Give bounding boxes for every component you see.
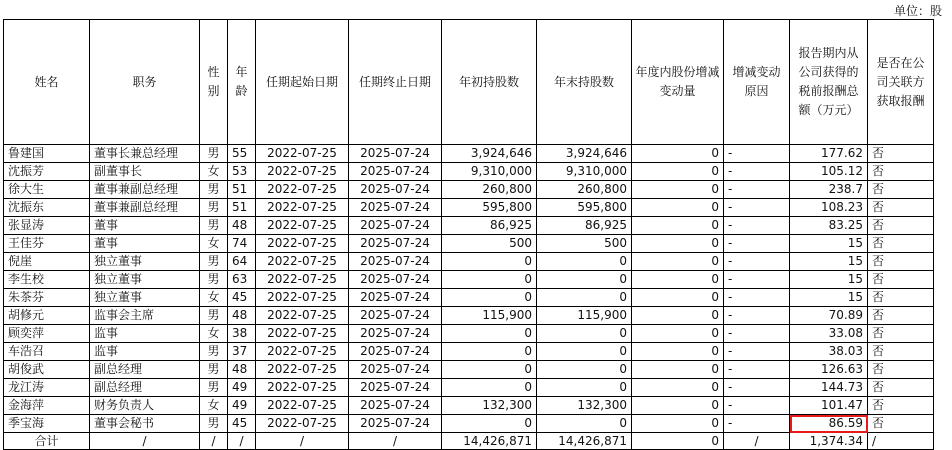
cell-term-end: 2025-07-24 (349, 289, 442, 307)
cell-shares-end: 9,310,000 (537, 163, 632, 181)
header-shares-end: 年末持股数 (537, 20, 632, 145)
cell-gender: 男 (200, 181, 228, 199)
cell-age: 38 (228, 325, 256, 343)
cell-term-end: 2025-07-24 (349, 253, 442, 271)
cell-gender: 男 (200, 307, 228, 325)
header-related-party-pay: 是否在公司关联方获取报酬 (868, 20, 934, 145)
cell-shares-begin: 132,300 (442, 397, 537, 415)
cell-position: 董事会秘书 (90, 415, 200, 433)
total-cell-compensation: 1,374.34 (790, 433, 868, 450)
cell-shares-change: 0 (632, 343, 724, 361)
cell-shares-end: 0 (537, 289, 632, 307)
cell-related-party-pay: 否 (868, 307, 934, 325)
cell-shares-begin: 500 (442, 235, 537, 253)
cell-compensation: 15 (790, 253, 868, 271)
cell-position: 董事长兼总经理 (90, 145, 200, 163)
cell-term-end: 2025-07-24 (349, 397, 442, 415)
cell-term-end: 2025-07-24 (349, 181, 442, 199)
cell-shares-begin: 3,924,646 (442, 145, 537, 163)
header-change-reason: 增减变动原因 (724, 20, 790, 145)
cell-compensation: 108.23 (790, 199, 868, 217)
cell-gender: 男 (200, 361, 228, 379)
total-cell-term-start: / (256, 433, 349, 450)
cell-change-reason: - (724, 415, 790, 433)
cell-shares-change: 0 (632, 271, 724, 289)
cell-gender: 男 (200, 253, 228, 271)
header-name: 姓名 (4, 20, 90, 145)
cell-age: 48 (228, 307, 256, 325)
total-cell-gender: / (200, 433, 228, 450)
cell-change-reason: - (724, 235, 790, 253)
cell-related-party-pay: 否 (868, 379, 934, 397)
cell-compensation: 70.89 (790, 307, 868, 325)
cell-name: 胡修元 (4, 307, 90, 325)
cell-term-start: 2022-07-25 (256, 235, 349, 253)
cell-shares-end: 0 (537, 379, 632, 397)
cell-change-reason: - (724, 361, 790, 379)
cell-name: 朱茶芬 (4, 289, 90, 307)
cell-age: 51 (228, 199, 256, 217)
cell-term-start: 2022-07-25 (256, 379, 349, 397)
table-row (4, 325, 934, 343)
cell-name: 沈振东 (4, 199, 90, 217)
cell-shares-end: 0 (537, 361, 632, 379)
cell-gender: 男 (200, 217, 228, 235)
table-row (4, 379, 934, 397)
cell-name: 徐大生 (4, 181, 90, 199)
cell-term-start: 2022-07-25 (256, 289, 349, 307)
total-cell-shares-end: 14,426,871 (537, 433, 632, 450)
header-shares-begin: 年初持股数 (442, 20, 537, 145)
cell-compensation: 33.08 (790, 325, 868, 343)
cell-name: 顾奕萍 (4, 325, 90, 343)
director-shareholding-table (3, 19, 934, 450)
cell-term-end: 2025-07-24 (349, 325, 442, 343)
cell-shares-change: 0 (632, 415, 724, 433)
cell-age: 55 (228, 145, 256, 163)
cell-position: 监事 (90, 343, 200, 361)
total-cell-term-end: / (349, 433, 442, 450)
cell-shares-begin: 0 (442, 379, 537, 397)
cell-term-start: 2022-07-25 (256, 145, 349, 163)
cell-shares-change: 0 (632, 163, 724, 181)
cell-shares-begin: 260,800 (442, 181, 537, 199)
cell-shares-end: 0 (537, 325, 632, 343)
cell-term-start: 2022-07-25 (256, 325, 349, 343)
cell-term-end: 2025-07-24 (349, 271, 442, 289)
cell-compensation-highlighted: 86.59 (790, 415, 868, 433)
table-row (4, 397, 934, 415)
cell-term-end: 2025-07-24 (349, 343, 442, 361)
cell-term-start: 2022-07-25 (256, 415, 349, 433)
cell-gender: 男 (200, 415, 228, 433)
cell-shares-end: 0 (537, 271, 632, 289)
cell-related-party-pay: 否 (868, 145, 934, 163)
cell-shares-end: 0 (537, 253, 632, 271)
table-row (4, 235, 934, 253)
cell-compensation: 105.12 (790, 163, 868, 181)
cell-age: 45 (228, 415, 256, 433)
cell-change-reason: - (724, 397, 790, 415)
cell-position: 独立董事 (90, 271, 200, 289)
cell-related-party-pay: 否 (868, 253, 934, 271)
cell-related-party-pay: 否 (868, 343, 934, 361)
cell-age: 48 (228, 217, 256, 235)
total-cell-position: / (90, 433, 200, 450)
cell-shares-begin: 115,900 (442, 307, 537, 325)
cell-name: 倪崖 (4, 253, 90, 271)
cell-term-start: 2022-07-25 (256, 343, 349, 361)
cell-term-start: 2022-07-25 (256, 253, 349, 271)
cell-gender: 男 (200, 271, 228, 289)
cell-compensation: 101.47 (790, 397, 868, 415)
total-cell-shares-begin: 14,426,871 (442, 433, 537, 450)
header-gender: 性别 (200, 20, 228, 145)
cell-name: 胡俊武 (4, 361, 90, 379)
cell-gender: 男 (200, 379, 228, 397)
cell-related-party-pay: 否 (868, 199, 934, 217)
cell-age: 51 (228, 181, 256, 199)
cell-compensation: 15 (790, 289, 868, 307)
cell-term-end: 2025-07-24 (349, 361, 442, 379)
cell-shares-change: 0 (632, 235, 724, 253)
cell-name: 龙江涛 (4, 379, 90, 397)
cell-compensation: 15 (790, 235, 868, 253)
header-term-end: 任期终止日期 (349, 20, 442, 145)
cell-name: 季宝海 (4, 415, 90, 433)
cell-position: 监事 (90, 325, 200, 343)
cell-gender: 男 (200, 145, 228, 163)
total-cell-age: / (228, 433, 256, 450)
cell-shares-change: 0 (632, 253, 724, 271)
cell-gender: 女 (200, 235, 228, 253)
cell-shares-end: 500 (537, 235, 632, 253)
cell-gender: 女 (200, 397, 228, 415)
cell-change-reason: - (724, 289, 790, 307)
cell-shares-change: 0 (632, 217, 724, 235)
cell-related-party-pay: 否 (868, 235, 934, 253)
cell-term-end: 2025-07-24 (349, 307, 442, 325)
cell-compensation: 38.03 (790, 343, 868, 361)
cell-term-start: 2022-07-25 (256, 163, 349, 181)
cell-position: 副总经理 (90, 361, 200, 379)
cell-position: 监事会主席 (90, 307, 200, 325)
cell-compensation: 83.25 (790, 217, 868, 235)
header-age: 年龄 (228, 20, 256, 145)
cell-shares-change: 0 (632, 181, 724, 199)
cell-position: 独立董事 (90, 253, 200, 271)
cell-age: 49 (228, 379, 256, 397)
cell-term-start: 2022-07-25 (256, 307, 349, 325)
cell-term-end: 2025-07-24 (349, 145, 442, 163)
cell-shares-begin: 86,925 (442, 217, 537, 235)
cell-compensation: 144.73 (790, 379, 868, 397)
cell-related-party-pay: 否 (868, 217, 934, 235)
cell-related-party-pay: 否 (868, 181, 934, 199)
cell-shares-begin: 595,800 (442, 199, 537, 217)
cell-term-end: 2025-07-24 (349, 199, 442, 217)
cell-shares-begin: 0 (442, 325, 537, 343)
cell-change-reason: - (724, 145, 790, 163)
cell-term-start: 2022-07-25 (256, 199, 349, 217)
unit-label: 单位：股 (893, 4, 942, 18)
cell-related-party-pay: 否 (868, 163, 934, 181)
cell-age: 53 (228, 163, 256, 181)
cell-change-reason: - (724, 217, 790, 235)
table-row (4, 271, 934, 289)
cell-gender: 男 (200, 199, 228, 217)
table-row (4, 343, 934, 361)
table-header-row (4, 20, 934, 145)
cell-change-reason: - (724, 181, 790, 199)
cell-shares-end: 132,300 (537, 397, 632, 415)
cell-related-party-pay: 否 (868, 415, 934, 433)
cell-age: 48 (228, 361, 256, 379)
cell-shares-begin: 9,310,000 (442, 163, 537, 181)
cell-name: 沈振芳 (4, 163, 90, 181)
cell-change-reason: - (724, 325, 790, 343)
cell-age: 74 (228, 235, 256, 253)
cell-term-end: 2025-07-24 (349, 217, 442, 235)
table-row (4, 181, 934, 199)
cell-shares-end: 0 (537, 343, 632, 361)
cell-shares-change: 0 (632, 307, 724, 325)
cell-change-reason: - (724, 307, 790, 325)
cell-compensation: 15 (790, 271, 868, 289)
cell-shares-end: 0 (537, 415, 632, 433)
header-position: 职务 (90, 20, 200, 145)
table-row (4, 145, 934, 163)
table-row (4, 307, 934, 325)
cell-compensation: 238.7 (790, 181, 868, 199)
cell-gender: 女 (200, 325, 228, 343)
total-cell-name: 合计 (4, 433, 90, 450)
cell-shares-end: 595,800 (537, 199, 632, 217)
cell-position: 副董事长 (90, 163, 200, 181)
table-row (4, 361, 934, 379)
cell-age: 45 (228, 289, 256, 307)
cell-shares-change: 0 (632, 379, 724, 397)
cell-shares-change: 0 (632, 199, 724, 217)
cell-shares-change: 0 (632, 361, 724, 379)
header-compensation: 报告期内从公司获得的税前报酬总额（万元） (790, 20, 868, 145)
table-row (4, 415, 934, 433)
cell-gender: 女 (200, 163, 228, 181)
cell-shares-end: 3,924,646 (537, 145, 632, 163)
cell-related-party-pay: 否 (868, 289, 934, 307)
total-cell-change-reason: / (724, 433, 790, 450)
header-shares-change: 年度内股份增减变动量 (632, 20, 724, 145)
cell-related-party-pay: 否 (868, 271, 934, 289)
cell-shares-begin: 0 (442, 361, 537, 379)
cell-age: 63 (228, 271, 256, 289)
total-cell-shares-change: 0 (632, 433, 724, 450)
cell-shares-change: 0 (632, 289, 724, 307)
cell-position: 独立董事 (90, 289, 200, 307)
cell-shares-begin: 0 (442, 415, 537, 433)
table-row (4, 217, 934, 235)
cell-term-end: 2025-07-24 (349, 379, 442, 397)
cell-shares-begin: 0 (442, 289, 537, 307)
cell-gender: 女 (200, 289, 228, 307)
header-term-start: 任期起始日期 (256, 20, 349, 145)
cell-position: 董事 (90, 217, 200, 235)
table-row (4, 163, 934, 181)
cell-change-reason: - (724, 343, 790, 361)
cell-related-party-pay: 否 (868, 397, 934, 415)
cell-term-start: 2022-07-25 (256, 217, 349, 235)
cell-name: 张显涛 (4, 217, 90, 235)
cell-change-reason: - (724, 199, 790, 217)
cell-position: 董事兼副总经理 (90, 199, 200, 217)
cell-compensation: 126.63 (790, 361, 868, 379)
cell-name: 鲁建国 (4, 145, 90, 163)
cell-shares-change: 0 (632, 397, 724, 415)
cell-shares-change: 0 (632, 145, 724, 163)
cell-compensation: 177.62 (790, 145, 868, 163)
cell-related-party-pay: 否 (868, 325, 934, 343)
cell-term-start: 2022-07-25 (256, 271, 349, 289)
total-row (4, 433, 934, 450)
cell-name: 车浩召 (4, 343, 90, 361)
cell-term-start: 2022-07-25 (256, 397, 349, 415)
cell-position: 副总经理 (90, 379, 200, 397)
cell-name: 王佳芬 (4, 235, 90, 253)
table-row (4, 253, 934, 271)
cell-term-start: 2022-07-25 (256, 361, 349, 379)
cell-term-end: 2025-07-24 (349, 163, 442, 181)
cell-term-end: 2025-07-24 (349, 415, 442, 433)
cell-shares-begin: 0 (442, 271, 537, 289)
table-row (4, 289, 934, 307)
cell-age: 64 (228, 253, 256, 271)
cell-related-party-pay: 否 (868, 361, 934, 379)
cell-shares-begin: 0 (442, 253, 537, 271)
cell-age: 37 (228, 343, 256, 361)
cell-term-start: 2022-07-25 (256, 181, 349, 199)
cell-shares-end: 115,900 (537, 307, 632, 325)
cell-name: 金海萍 (4, 397, 90, 415)
cell-gender: 男 (200, 343, 228, 361)
cell-age: 49 (228, 397, 256, 415)
cell-shares-end: 86,925 (537, 217, 632, 235)
cell-position: 董事 (90, 235, 200, 253)
cell-name: 李生校 (4, 271, 90, 289)
cell-change-reason: - (724, 379, 790, 397)
cell-position: 财务负责人 (90, 397, 200, 415)
cell-term-end: 2025-07-24 (349, 235, 442, 253)
cell-position: 董事兼副总经理 (90, 181, 200, 199)
table-row (4, 199, 934, 217)
total-cell-related-party-pay: / (868, 433, 934, 450)
cell-change-reason: - (724, 163, 790, 181)
cell-shares-end: 260,800 (537, 181, 632, 199)
cell-shares-begin: 0 (442, 343, 537, 361)
cell-change-reason: - (724, 271, 790, 289)
cell-change-reason: - (724, 253, 790, 271)
cell-shares-change: 0 (632, 325, 724, 343)
